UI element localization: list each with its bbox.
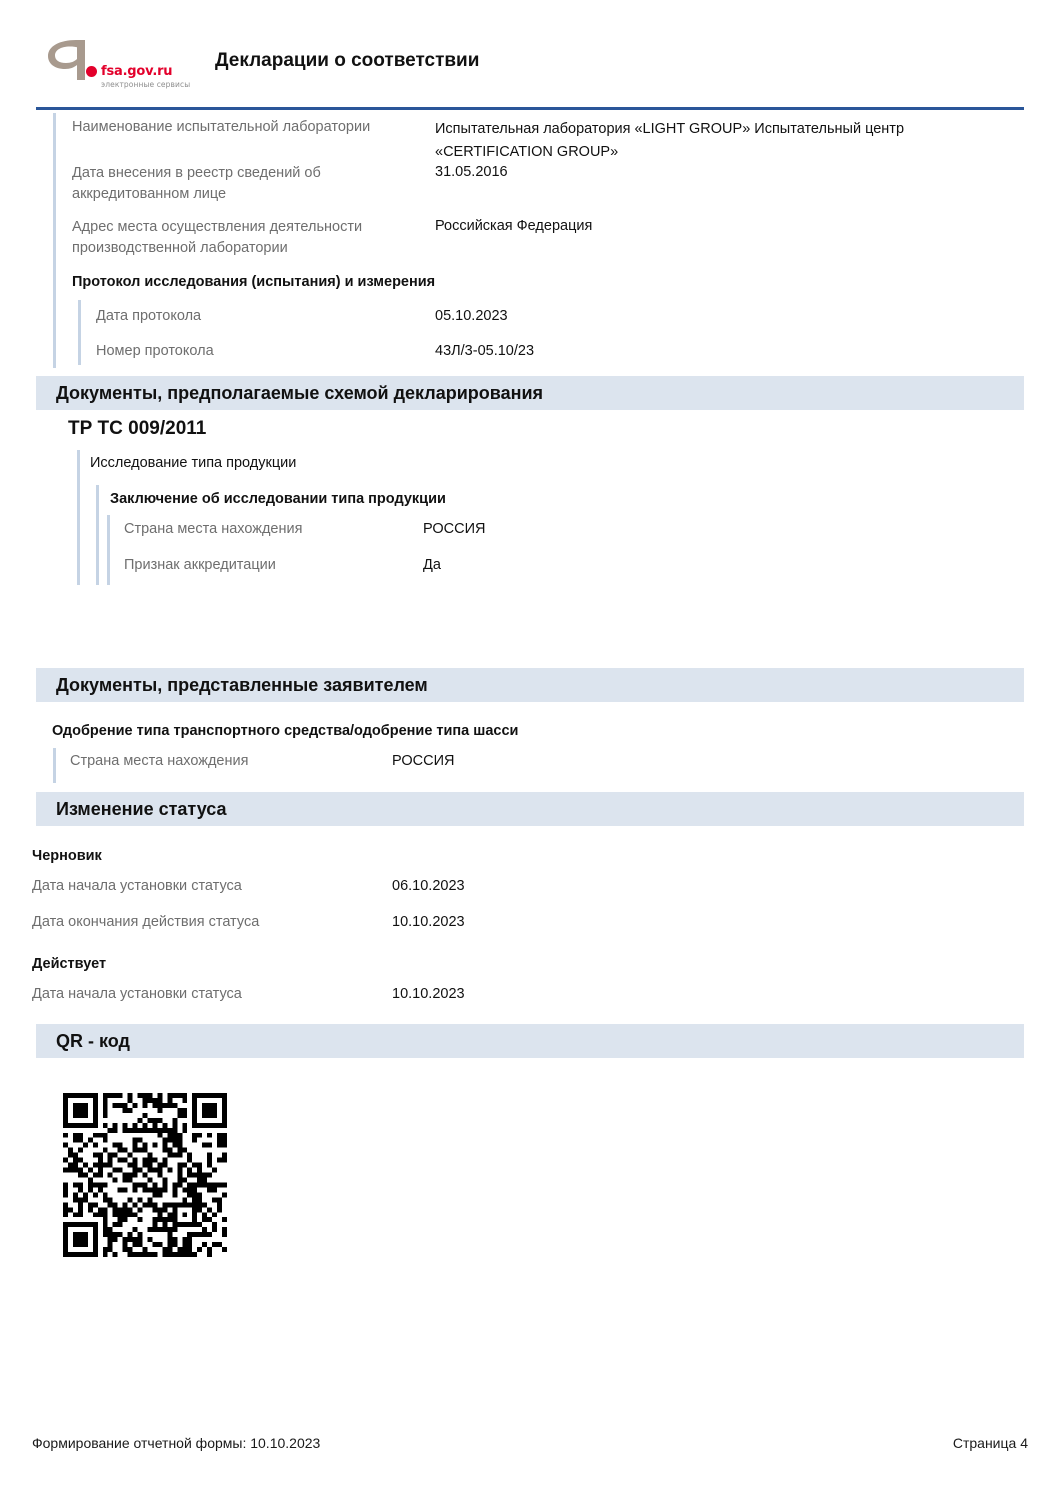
row-label: Страна места нахождения xyxy=(124,521,303,537)
row-value: 10.10.2023 xyxy=(392,914,465,930)
fsa-logo-glyph-icon xyxy=(44,38,92,82)
row-value: Да xyxy=(423,557,441,573)
section-header-status xyxy=(36,792,1024,826)
level2-title: Заключение об исследовании типа продукции xyxy=(110,491,446,507)
level1-title: Исследование типа продукции xyxy=(90,455,297,471)
qr-code-image xyxy=(63,1093,227,1257)
footer-page-number: Страница 4 xyxy=(952,1435,1028,1451)
section-header-label: Документы, представленные заявителем xyxy=(56,675,428,695)
section-header-scheme-docs xyxy=(36,376,1024,410)
fsa-logo-dot-icon xyxy=(86,66,97,77)
row-label: Дата окончания действия статуса xyxy=(32,914,260,930)
tr-ts-heading: ТР ТС 009/2011 xyxy=(68,418,207,439)
fsa-logo-brand: fsa.gov.ru xyxy=(101,64,173,79)
row-value: 06.10.2023 xyxy=(392,878,465,894)
applicant-subtitle: Одобрение типа транспортного средства/одобрение типа шасси xyxy=(52,723,519,739)
page-title: Декларации о соответствии xyxy=(215,50,480,71)
row-value: Испытательная лаборатория «LIGHT GROUP» Испытательный центр «CERTIFICATION GROUP» xyxy=(435,121,905,160)
footer-generation-date: Формирование отчетной формы: 10.10.2023 xyxy=(32,1435,321,1451)
indent-guide-protocol xyxy=(78,300,81,365)
section-header-label: Изменение статуса xyxy=(56,799,227,819)
row-label: Признак аккредитации xyxy=(124,557,276,573)
section-header-applicant-docs xyxy=(36,668,1024,702)
page-header xyxy=(0,0,1060,108)
indent-guide-lab xyxy=(53,113,56,368)
indent-guide-level2 xyxy=(96,485,99,585)
row-label: Дата начала установки статуса xyxy=(32,878,242,894)
header-divider xyxy=(36,107,1024,110)
protocol-title: Протокол исследования (испытания) и измерения xyxy=(72,274,436,290)
row-label: Страна места нахождения xyxy=(70,753,249,769)
row-value: 05.10.2023 xyxy=(435,308,508,324)
section-header-label: Документы, предполагаемые схемой декларирования xyxy=(56,383,544,403)
row-value: РОССИЯ xyxy=(423,521,486,537)
status-group-name-active: Действует xyxy=(32,956,107,972)
row-value: РОССИЯ xyxy=(392,753,455,769)
indent-guide-level3 xyxy=(107,515,110,585)
fsa-logo xyxy=(44,38,194,90)
row-label: Номер протокола xyxy=(96,343,214,359)
section-header-label: QR - код xyxy=(56,1031,130,1051)
row-value: Российская Федерация xyxy=(435,218,593,234)
row-value: 43Л/3-05.10/23 xyxy=(435,343,535,359)
indent-guide-applicant xyxy=(53,748,56,783)
row-label: Наименование испытательной лаборатории xyxy=(72,119,371,135)
status-group-name-draft: Черновик xyxy=(32,848,102,864)
indent-guide-level1 xyxy=(77,450,80,585)
row-value: 10.10.2023 xyxy=(392,986,465,1002)
qr-code-svg xyxy=(63,1093,227,1257)
row-value: 31.05.2016 xyxy=(435,164,508,180)
row-label: Дата внесения в реестр сведений об аккредитованном лице xyxy=(72,165,321,202)
fsa-logo-tagline: электронные сервисы xyxy=(101,80,191,89)
row-label: Адрес места осуществления деятельности производственной лаборатории xyxy=(72,219,363,256)
section-header-qr xyxy=(36,1024,1024,1058)
row-label: Дата протокола xyxy=(96,308,202,324)
row-label: Дата начала установки статуса xyxy=(32,986,242,1002)
page-footer xyxy=(0,1435,1060,1465)
